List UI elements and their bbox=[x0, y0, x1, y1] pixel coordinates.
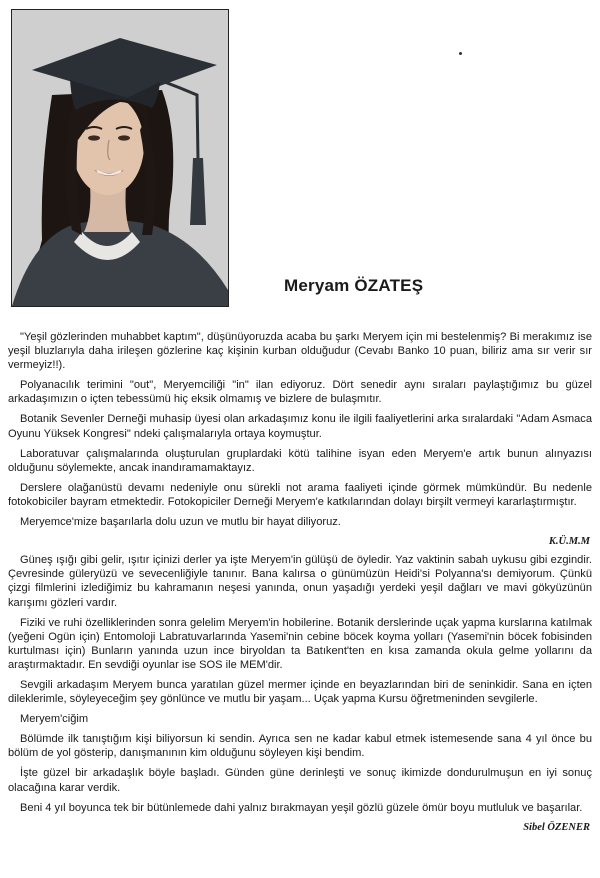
paragraph: Bölümde ilk tanıştığım kişi biliyorsun ki sendin. Ayrıca sen ne kadar kabul etmek istemesende sana 4 yıl önce bu bölüm de yol gösterip, danışmanının kim olduğunu söyleyen kişi bendim. bbox=[8, 733, 592, 760]
paragraph: Beni 4 yıl boyunca tek bir bütünlemede dahi yalnız bırakmayan yeşil gözlü güzele ömür boyu mutluluk ve başarılar. bbox=[20, 801, 583, 814]
paragraph: Meryemce'mize başarılarla dolu uzun ve mutlu bir hayat diliyoruz. bbox=[20, 516, 341, 529]
paragraph: Sevgili arkadaşım Meryem bunca yaratılan güzel mermer içinde en beyazlarından biri de seninkidir. Sana en içten dileklerimle, söyleyeceğim şey gönlünce ve mutlu bir yaşam... Uçak yapma Kursu öğretmeninden sevgilerle. bbox=[8, 678, 592, 706]
yearbook-text bbox=[8, 330, 592, 839]
graduation-portrait bbox=[11, 9, 229, 307]
print-speck bbox=[459, 52, 462, 55]
paragraph: Derslere olağanüstü devamı nedeniyle onu sürekli not arama faaliyeti içinde görmek mümkündür. Bu nedenle fotokobiciler bayram etmektedir. Fotokopiciler Derneği Meryem'e katkılarından dolayı birşilt vermeyi kararlaştırmıştır. bbox=[8, 481, 592, 508]
student-name: Meryam ÖZATEŞ bbox=[284, 276, 424, 295]
signature-kumm: K.Ü.M.M bbox=[548, 536, 590, 548]
signature-sibel: Sibel ÖZENER bbox=[523, 821, 590, 833]
salutation: Meryem'ciğim bbox=[20, 713, 89, 726]
paragraph: Laboratuvar çalışmalarında oluşturulan gruplardaki kötü talihine isyan eden Meryem'e artık bunun alınyazısı olduğunu söylemekte, ancak inandıramamaktayız. bbox=[8, 447, 592, 474]
paragraph: İşte güzel bir arkadaşlık böyle başladı. Günden güne derinleşti ve sonuç ikimizde dondurulmuşun en iyi sonuç olacağına karar verdik. bbox=[8, 767, 592, 794]
paragraph: Botanik Sevenler Derneği muhasip üyesi olan arkadaşımız konu ile ilgili faaliyetlerini arka sıralardaki "Adam Asmaca Oyunu Yüksek Kongresi" ndeki çalışmalarıyla ortaya koymuştur. bbox=[8, 413, 592, 440]
paragraph: Güneş ışığı gibi gelir, ışıtır içinizi derler ya işte Meryem'in gülüşü de öyledir. Yaz vaktinin sabah uykusu gibi ezgindir. Çevresinde güleryüzü ve sevecenliğiyle tanınır. Bana kalırsa o günümüzün Heidi'si Polyanna'sı demiyorum. Çünkü çizgi filmlerini izlediğimiz bu kahramanın neşesi yanında, onun yaşadığı yerdeki yeşil dağları ve mavi gökyüzünün karışımı gözleri vardır. bbox=[8, 554, 592, 609]
paragraph: Polyanacılık terimini "out", Meryemciliği "in" ilan ediyoruz. Dört senedir aynı sıraları paylaştığımız bu güzel arkadaşımızın o içten tebessümü hiç eksik olmamış ve bizlere de bulaşmıtır. bbox=[8, 379, 592, 406]
paragraph: "Yeşil gözlerinden muhabbet kaptım", düşünüyoruzda acaba bu şarkı Meryem için mi bestelenmiş? Bi merakımız ise yeşil bluzlarıyla daha irileşen gözlerine kaç kişinin kurban olduğudur (Cevabı Banko 10 puan, biliriz ama sır verir sır vermeyiz!!). bbox=[8, 331, 592, 372]
paragraph: Fiziki ve ruhi özelliklerinden sonra gelelim Meryem'in hobilerine. Botanik derslerinde uçak yapma kurslarına katılmak (yeğeni Ogün için) Entomoloji Labratuvarlarında Yasemi'nin cebine böcek koyma yolları (Yasemi'nin böcek fobisinden kurtulması için) Bunların yanında uzun ince biryoldan ta Batıkent'ten en kısa zamanda okula gelme yollarını da araştırmaktadır. En sevdiği oyunlar ise SOS ile MEM'dir. bbox=[8, 616, 592, 671]
